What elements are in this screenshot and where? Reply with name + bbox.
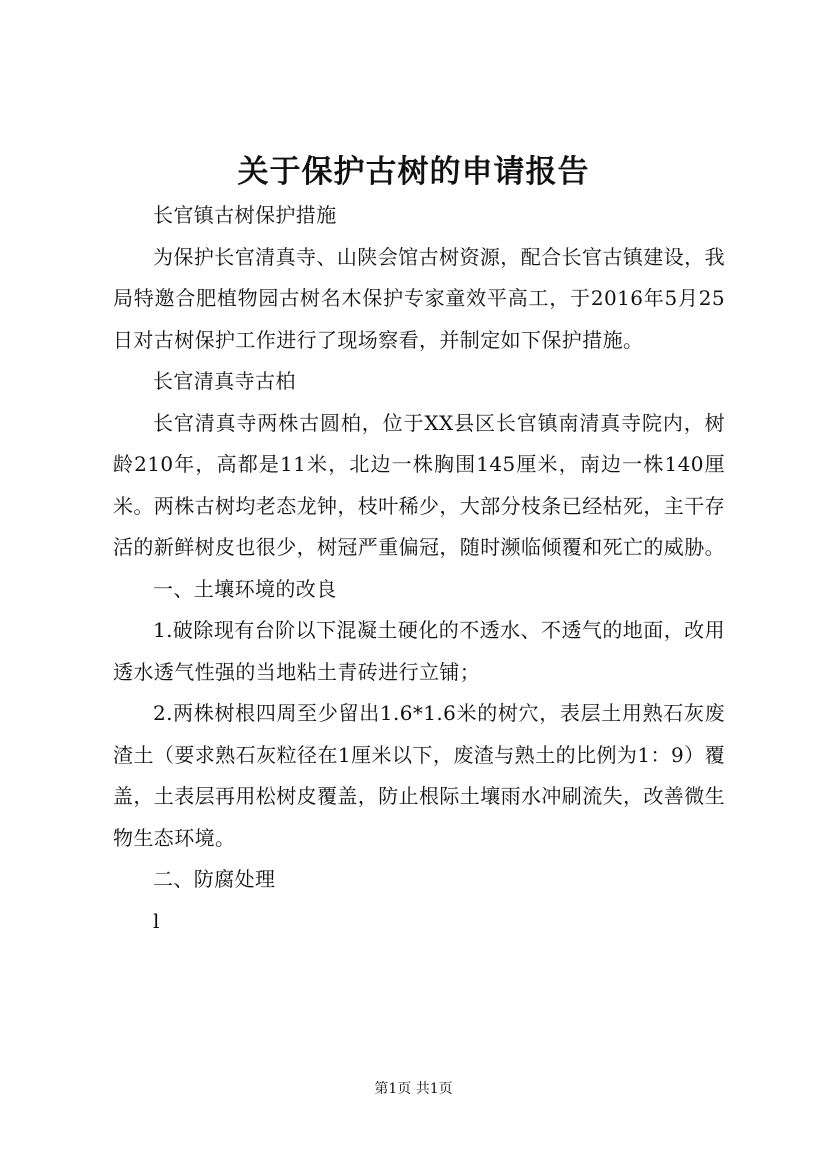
paragraph: 1.破除现有台阶以下混凝土硬化的不透水、不透气的地面，改用透水透气性强的当地粘土青砖进行立铺；: [113, 618, 725, 684]
page-footer: 第1页 共1页: [374, 1081, 453, 1097]
section-heading: 长官清真寺古柏: [153, 369, 296, 393]
paragraph: 为保护长官清真寺、山陕会馆古树资源，配合长官古镇建设，我局特邀合肥植物园古树名木保护专家童效平高工，于2016年5月25日对古树保护工作进行了现场察看，并制定如下保护措施。: [113, 244, 725, 352]
paragraph: 2.两株树根四周至少留出1.6*1.6米的树穴，表层土用熟石灰废渣土（要求熟石灰粒径在1厘米以下，废渣与熟土的比例为1：9）覆盖，土表层再用松树皮覆盖，防止根际土壤雨水冲刷流失，改善微生物生态环境。: [113, 701, 725, 850]
document-title: 关于保护古树的申请报告: [237, 154, 590, 190]
section-heading: 二、防腐处理: [153, 867, 276, 891]
section-heading: 一、土壤环境的改良: [153, 576, 337, 601]
paragraph: l: [153, 908, 160, 933]
document-body: [113, 195, 725, 942]
section-heading: 长官镇古树保护措施: [153, 203, 337, 227]
paragraph: 长官清真寺两株古圆柏，位于XX县区长官镇南清真寺院内，树龄210年，高都是11米，北边一株胸围145厘米，南边一株140厘米。两株古树均老态龙钟，枝叶稀少，大部分枝条已经枯死，主干存活的新鲜树皮也很少，树冠严重偏冠，随时濒临倾覆和死亡的威胁。: [113, 410, 725, 559]
